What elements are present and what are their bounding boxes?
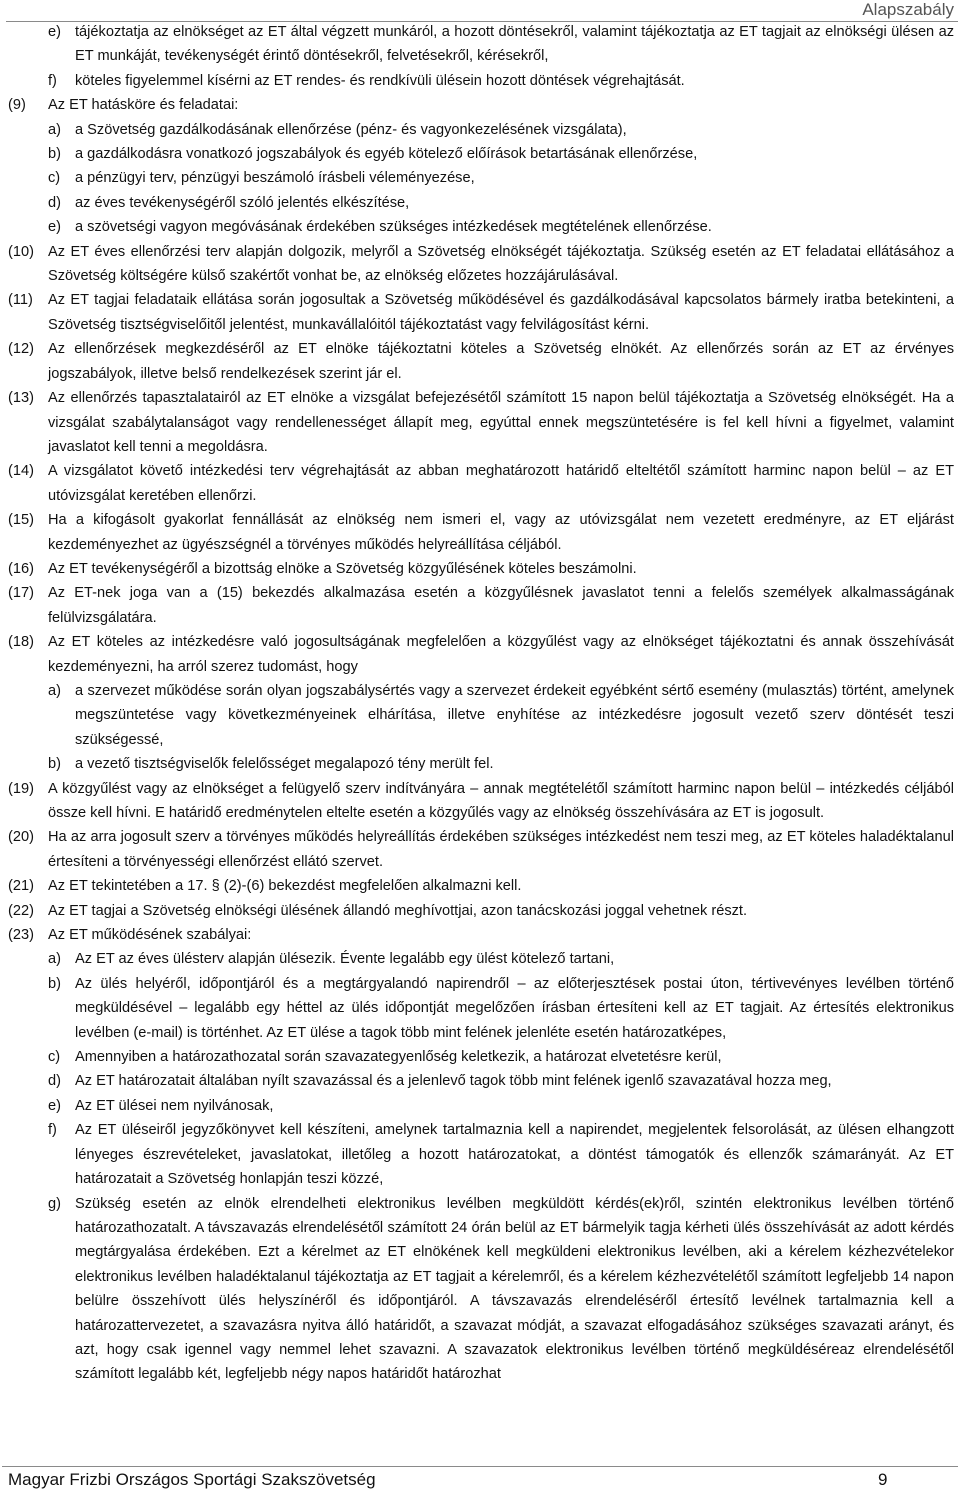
paragraph-text: Az ET tevékenységéről a bizottság elnöke a Szövetség közgyűlésének köteles beszámolni. bbox=[48, 560, 637, 577]
paragraph bbox=[8, 581, 954, 630]
list-item bbox=[8, 1192, 954, 1387]
list-item bbox=[8, 215, 954, 239]
list-item bbox=[8, 191, 954, 215]
paragraph bbox=[8, 874, 954, 898]
paragraph-number: (20) bbox=[8, 829, 34, 846]
page-header: Alapszabály bbox=[862, 0, 954, 19]
paragraph-text: Az ET tagjai feladataik ellátása során jogosultak a Szövetség működésével és gazdálkodásával kapcsolatos bármely iratba betekinteni, a Szövetség tisztségviselőitől jelentést, munkavállalóitól tájékoztatást vagy felvilágosítást kérni. bbox=[48, 292, 954, 333]
paragraph bbox=[8, 288, 954, 337]
paragraph-text: Az ET éves ellenőrzési terv alapján dolgozik, melyről a Szövetség elnökségét tájékoztatja. Szükség esetén az ET feladatai ellátásához a Szövetség költségére külső szakértőt vonhat be, az elnökség előzetes hozzájárulásával. bbox=[48, 243, 954, 285]
paragraph-number: (18) bbox=[8, 634, 34, 651]
list-item-text: a pénzügyi terv, pénzügyi beszámoló írásbeli véleményezése, bbox=[75, 170, 475, 187]
paragraph-number: (10) bbox=[8, 243, 34, 260]
list-item-label: f) bbox=[48, 72, 57, 89]
list-item-text: a Szövetség gazdálkodásának ellenőrzése (pénz- és vagyonkezelésének vizsgálata), bbox=[75, 121, 627, 138]
list-item bbox=[8, 69, 954, 93]
paragraph-number: (12) bbox=[8, 341, 34, 358]
document-body bbox=[8, 20, 954, 1387]
list-item-label: a) bbox=[48, 121, 61, 138]
paragraph-text: A vizsgálatot követő intézkedési terv végrehajtását az abban meghatározott határidő elteltétől számított harminc napon belül – az ET utóvizsgálat keretében ellenőrzi. bbox=[48, 463, 954, 504]
paragraph-number: (22) bbox=[8, 902, 34, 919]
list-item-text: Az ülés helyéről, időpontjáról és a megtárgyalandó napirendről – az előterjesztések postai úton, tértivevényes levélben történő megküldésével – legalább egy héttel az ülés időpontját megelőzően írásban értesíteni kell az ET tagjait. Az értesítés elektronikus levélben (e-mail) is történhet. Az ET ülése a tagok több mint felének jelenléte esetén határozatképes, bbox=[75, 975, 954, 1041]
list-item-label: g) bbox=[48, 1195, 61, 1212]
paragraph bbox=[8, 386, 954, 459]
list-item bbox=[8, 947, 954, 971]
list-item-text: köteles figyelemmel kísérni az ET rendes- és rendkívüli ülésein hozott döntések végrehajtását. bbox=[75, 72, 685, 89]
paragraph-number: (17) bbox=[8, 585, 34, 602]
list-item bbox=[8, 142, 954, 166]
list-item-label: f) bbox=[48, 1122, 57, 1139]
list-item bbox=[8, 118, 954, 142]
paragraph-number: (13) bbox=[8, 390, 34, 407]
list-item-text: Az ET üléseiről jegyzőkönyvet kell készíteni, amelynek tartalmaznia kell a napirendet, megjelentek felsorolását, az ülésen elhangzott lényeges észrevételeket, javaslatokat, illetőleg a hozott határozatokat, a döntést támogatók és ellenzők számarányát. Az ET határozatait a Szövetség honlapján teszi közzé, bbox=[75, 1122, 954, 1188]
paragraph-text: Az ET hatásköre és feladatai: bbox=[48, 97, 239, 114]
list-item-label: c) bbox=[48, 170, 61, 187]
list-item bbox=[8, 679, 954, 752]
list-item-text: a vezető tisztségviselők felelősséget megalapozó tény merült fel. bbox=[75, 756, 494, 773]
paragraph-number: (16) bbox=[8, 560, 34, 577]
paragraph-text: Az ET köteles az intézkedésre való jogosultságának megfelelően a közgyűlést vagy az elnökséget tájékoztatni és annak összehívását kezdeményezni, ha arról szerez tudomást, hogy bbox=[48, 634, 954, 675]
paragraph bbox=[8, 923, 954, 947]
paragraph-number: (21) bbox=[8, 878, 34, 895]
paragraph bbox=[8, 337, 954, 386]
list-item-text: tájékoztatja az elnökséget az ET által végzett munkáról, a hozott döntésekről, valamint tájékoztatja az ET tagjait az elnökségi ülésen az ET munkáját, tevékenységét érintő döntésekről, felvetésekről, kérésekről, bbox=[75, 24, 954, 65]
list-item bbox=[8, 1045, 954, 1069]
paragraph-text: Az ET-nek joga van a (15) bekezdés alkalmazása esetén a közgyűlésnek javaslatot tenni a felelős személyek alkalmasságának felülvizsgálatára. bbox=[48, 585, 954, 626]
paragraph bbox=[8, 777, 954, 826]
list-item-label: e) bbox=[48, 24, 61, 40]
paragraph-number: (11) bbox=[8, 292, 33, 309]
paragraph-number: (14) bbox=[8, 463, 34, 480]
list-item bbox=[8, 1118, 954, 1191]
list-item-text: a szövetségi vagyon megóvásának érdekében szükséges intézkedések megtételének ellenőrzése. bbox=[75, 219, 712, 236]
list-item-text: Szükség esetén az elnök elrendelheti elektronikus levélben megküldött kérdés(ek)ről, szintén elektronikus levélben történő határozathozatalt. A távszavazás elrendelésétől számított 24 órán belül az ET bármelyik tagja kérheti ülés összehívását az adott kérdés megtárgyalása érdekében. Ezt a kérelmet az ET elnökének kell megküldeni elektronikus levélben, aki a kérelem kézhezvételekor elektronikus levélben haladéktalanul tájékoztatja az ET tagjait a kérelemről, és a kérelem kézhezvételétől számított legfeljebb 14 napon belülre összehívott ülés helyszínéről és időpontjáról. A távszavazás elrendeléséről értesítő levélnek tartalmaznia kell a határozattervezetet, a szavazásra nyitva álló határidőt, a szavazat módját, a szavazat elfogadásához szükséges szavazati arányt, és azt, hogy csak igennel vagy nemmel lehet szavazni. A szavazatok elektronikus levélben történő megküldéséreaz elrendelésétől számított legalább két, legfeljebb négy napos határidőt határozhat bbox=[75, 1195, 954, 1383]
list-item bbox=[8, 1094, 954, 1118]
paragraph-text: Ha az arra jogosult szerv a törvényes működés helyreállítás érdekében szükséges intézkedést nem teszi meg, az ET köteles haladéktalanul értesíteni a törvényességi ellenőrzést ellátó szervet. bbox=[48, 829, 954, 870]
list-item-label: d) bbox=[48, 1073, 61, 1090]
footer-organization: Magyar Frizbi Országos Sportági Szakszövetség bbox=[8, 1470, 376, 1489]
paragraph-number: (19) bbox=[8, 780, 34, 797]
paragraph bbox=[8, 825, 954, 874]
list-item-label: e) bbox=[48, 219, 61, 236]
list-item-label: a) bbox=[48, 951, 61, 968]
paragraph-text: Az ellenőrzések megkezdéséről az ET elnöke tájékoztatni köteles a Szövetség elnökét. Az ellenőrzés során az ET az érvényes jogszabályok, illetve belső rendelkezések szerint jár el. bbox=[48, 341, 954, 382]
list-item-label: a) bbox=[48, 682, 61, 699]
list-item bbox=[8, 1069, 954, 1093]
page-number: 9 bbox=[878, 1470, 888, 1489]
paragraph bbox=[8, 508, 954, 557]
paragraph-text: Az ET tekintetében a 17. § (2)-(6) bekezdést megfelelően alkalmazni kell. bbox=[48, 878, 522, 895]
list-item-text: Az ET az éves ülésterv alapján ülésezik. Évente legalább egy ülést kötelező tartani, bbox=[75, 951, 615, 968]
paragraph-text: Az ellenőrzés tapasztalatairól az ET elnöke a vizsgálat befejezésétől számított 15 napon belül tájékoztatja a Szövetség elnökségét. Ha a vizsgálat szabálytalanságot vagy rendellenességet állapít meg, egyúttal ennek megszüntetésére is fel kell hívni a figyelmet, valamint javaslatot kell tenni a megoldásra. bbox=[48, 390, 954, 455]
list-item-label: b) bbox=[48, 975, 61, 992]
paragraph bbox=[8, 899, 954, 923]
paragraph-number: (9) bbox=[8, 97, 26, 114]
list-item-label: d) bbox=[48, 194, 61, 211]
paragraph-number: (15) bbox=[8, 512, 34, 529]
list-item-label: b) bbox=[48, 146, 61, 163]
paragraph-text: Az ET működésének szabályai: bbox=[48, 927, 252, 944]
list-item-text: a szervezet működése során olyan jogszabálysértés vagy a szervezet érdekeit egyébként sértő esemény (mulasztás) történt, amelynek megszüntetése vagy következményeinek elhárítása, illetve enyhítése az intézkedésre jogosult vezető szerv döntését teszi szükségessé, bbox=[75, 682, 954, 748]
paragraph bbox=[8, 557, 954, 581]
list-item bbox=[8, 752, 954, 776]
list-item bbox=[8, 166, 954, 190]
paragraph bbox=[8, 459, 954, 508]
footer-rule bbox=[2, 1466, 958, 1467]
paragraph-text: Az ET tagjai a Szövetség elnökségi ülésének állandó meghívottjai, azon tanácskozási joggal vehetnek részt. bbox=[48, 902, 748, 919]
list-item bbox=[8, 20, 954, 69]
paragraph-number: (23) bbox=[8, 927, 34, 944]
list-item bbox=[8, 972, 954, 1045]
list-item-text: Az ET határozatait általában nyílt szavazással és a jelenlevő tagok több mint felének igenlő szavazatával hozza meg, bbox=[75, 1073, 832, 1090]
paragraph-text: A közgyűlést vagy az elnökséget a felügyelő szerv indítványára – annak megtételétől számított harminc napon belül – intézkedés céljából össze kell hívni. E határidő eredménytelen eltelte esetén a közgyűlés vagy az elnökség összehívására az ET is jogosult. bbox=[48, 780, 954, 821]
list-item-text: a gazdálkodásra vonatkozó jogszabályok és egyéb kötelező előírások betartásának ellenőrzése, bbox=[75, 146, 698, 163]
list-item-text: Az ET ülései nem nyilvánosak, bbox=[75, 1097, 274, 1114]
list-item-text: az éves tevékenységéről szóló jelentés elkészítése, bbox=[75, 194, 410, 211]
list-item-text: Amennyiben a határozathozatal során szavazategyenlőség keletkezik, a határozat elvetetésre kerül, bbox=[75, 1049, 722, 1066]
list-item-label: b) bbox=[48, 756, 61, 773]
list-item-label: e) bbox=[48, 1097, 61, 1114]
paragraph bbox=[8, 240, 954, 289]
paragraph-text: Ha a kifogásolt gyakorlat fennállását az elnökség nem ismeri el, vagy az utóvizsgálat nem vezetett eredményre, az ET eljárást kezdeményezhet az ügyészségnél a törvényes működés helyreállítása céljából. bbox=[48, 512, 954, 553]
list-item-label: c) bbox=[48, 1049, 61, 1066]
paragraph bbox=[8, 630, 954, 679]
paragraph bbox=[8, 93, 954, 117]
